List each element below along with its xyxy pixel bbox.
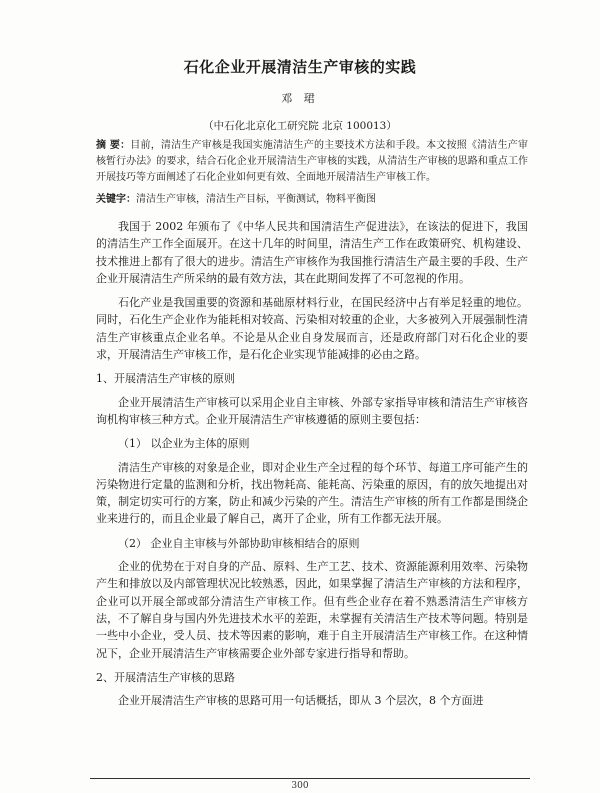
paragraph-industry: 石化产业是我国重要的资源和基础原材料行业，在国民经济中占有举足轻重的地位。同时，石化生产企业作为能耗相对较高、污染相对较重的企业，大多被列入开展强制性清洁生产审核重点企业名单。不论是从企业自身发展而言，还是政府部门对石化企业的要求，开展清洁生产审核工作，是石化企业实现节能减排的必由之路。 xyxy=(96,296,528,362)
section-heading-approach: 2、开展清洁生产审核的思路 xyxy=(96,670,235,684)
page-number: 300 xyxy=(291,781,309,791)
keywords-text: 清洁生产审核，清洁生产目标，平衡测试，物料平衡图 xyxy=(136,194,376,205)
paragraph-approach: 企业开展清洁生产审核的思路可用一句话概括，即从 3 个层次，8 个方面进 xyxy=(118,694,484,708)
subsection-heading-enterprise-subject: （1） 以企业为主体的原则 xyxy=(118,437,250,451)
subsection-heading-combined-audit: （2） 企业自主审核与外部协助审核相结合的原则 xyxy=(118,536,360,550)
abstract-label: 摘 要： xyxy=(96,140,131,151)
abstract xyxy=(96,138,528,186)
footer-rule xyxy=(90,778,530,779)
paragraph-audit-methods: 企业开展清洁生产审核可以采用企业自主审核、外部专家指导审核和清洁生产审核咨询机构审核三种方式。企业开展清洁生产审核遵循的原则主要包括： xyxy=(96,395,528,426)
keywords-label: 关键字： xyxy=(96,194,136,205)
paragraph-combined-audit: 企业的优势在于对自身的产品、原料、生产工艺、技术、资源能源利用效率、污染物产生和排放以及内部管理状况比较熟悉，因此，如果掌握了清洁生产审核的方法和程序，企业可以开展全部或部分清洁生产审核工作。但有些企业存在着不熟悉清洁生产审核方法，不了解自身与国内外先进技术水平的差距，未掌握有关清洁生产技术等问题。特别是一些中小企业，受人员、技术等因素的影响，难于自主开展清洁生产审核工作。在这种情况下，企业开展清洁生产审核需要企业外部专家进行指导和帮助。 xyxy=(96,560,528,660)
author-name: 邓 珺 xyxy=(281,92,319,105)
author-affiliation: （中石化北京化工研究院 北京 100013） xyxy=(203,120,397,132)
paragraph-intro: 我国于 2002 年颁布了《中华人民共和国清洁生产促进法》，在该法的促进下，我国的清洁生产工作全面展开。在这十几年的时间里，清洁生产工作在政策研究、机构建设、技术推进上都有了很大的进步。清洁生产审核作为我国推行清洁生产最主要的手段、生产企业开展清洁生产所采纳的最有效方法，其在此期间发挥了不可忽视的作用。 xyxy=(96,220,528,285)
section-heading-principles: 1、开展清洁生产审核的原则 xyxy=(96,372,235,386)
keywords xyxy=(96,192,528,208)
body-text xyxy=(96,218,528,716)
abstract-text: 目前，清洁生产审核是我国实施清洁生产的主要技术方法和手段。本文按照《清洁生产审核暂行办法》的要求，结合石化企业开展清洁生产审核的实践，从清洁生产审核的思路和重点工作开展技巧等方面阐述了石化企业如何更有效、全面地开展清洁生产审核工作。 xyxy=(96,140,529,183)
paper-title: 石化企业开展清洁生产审核的实践 xyxy=(183,58,417,76)
paragraph-enterprise-subject: 清洁生产审核的对象是企业，即对企业生产全过程的每个环节、每道工序可能产生的污染物进行定量的监测和分析，找出物耗高、能耗高、污染重的原因，有的放矢地提出对策，制定切实可行的方案，防止和减少污染的产生。清洁生产审核的所有工作都是围绕企业来进行的，而且企业最了解自己，离开了企业，所有工作都无法开展。 xyxy=(96,460,528,526)
